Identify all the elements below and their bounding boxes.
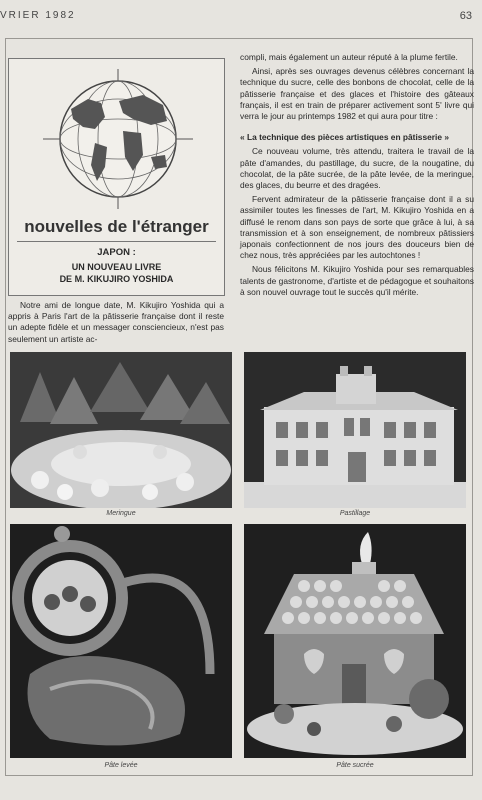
- subheading: « La technique des pièces artistiques en pâtisserie »: [240, 132, 449, 143]
- pate-levee-bread-image: [10, 524, 232, 758]
- paragraph: Nous félicitons M. Kikujiro Yoshida pour ses remarquables talents de gastronome, d'artiste et de pédagogue et souhaitons à son nouvel ouvrage tout le succès qu'il mérite.: [240, 264, 474, 297]
- photo-meringue: [10, 352, 232, 508]
- globe-icon: [43, 69, 193, 209]
- article-column-left: [8, 300, 224, 345]
- article-headline: [9, 261, 224, 285]
- pastillage-building-image: [244, 352, 466, 508]
- headline-line-2: DE M. KIKUJIRO YOSHIDA: [59, 274, 174, 284]
- paragraph: Ce nouveau volume, très attendu, traitera le travail de la pâte d'amandes, du pastillage, du sucre, de la nougatine, du chocolat, de la pâte sucrée, de la pâte levée, de la meringue, des glaces, du beurre et des dragées.: [240, 146, 474, 191]
- photo-caption: Pâte sucrée: [336, 762, 374, 769]
- country-label: JAPON :: [97, 247, 136, 258]
- paragraph: compli, mais également un auteur réputé à la plume fertile.: [240, 52, 458, 62]
- meringue-village-image: [10, 352, 232, 508]
- section-title: nouvelles de l'étranger: [24, 217, 209, 236]
- photo-caption: Meringue: [106, 510, 136, 517]
- photo-caption: Pâte levée: [104, 762, 138, 769]
- divider: [17, 241, 216, 242]
- running-head: VRIER 1982: [0, 10, 76, 21]
- photo-pate-levee: [10, 524, 232, 758]
- photo-caption: Pastillage: [339, 510, 371, 517]
- article-column-right: [240, 52, 474, 298]
- photo-pastillage: [244, 352, 466, 508]
- headline-line-1: UN NOUVEAU LIVRE: [71, 262, 162, 272]
- pate-sucree-house-image: [244, 524, 466, 758]
- paragraph: Ainsi, après ses ouvrages devenus célèbres concernant la technique du sucre, celle des bonbons de chocolat, celle de la pâtisserie française et des glaces et l'histoire des gâteaux français, il est en train de préparer activement sont 5' livre qui verra le jour au printemps 1982 et qui aura pour titre :: [240, 66, 474, 122]
- paragraph: Notre ami de longue date, M. Kikujiro Yoshida qui a appris à Paris l'art de la pâtisserie française dont il reste un adepte fidèle et un messager consciencieux, n'est pas seulement un artiste ac-: [8, 300, 224, 344]
- paragraph: Fervent admirateur de la pâtisserie française dont il a su assimiler toutes les finesses de l'art, M. Kikujiro Yoshida en a diffusé le renom dans son pays de sorte que grâce à lui, à sa transmission et à son enseignement, de nombreux pâtissiers japonais confectionnent de nos jours des douceurs bien de chez nous, très appréciées par les autochtones !: [240, 194, 474, 261]
- page-number: 63: [459, 10, 472, 22]
- photo-pate-sucree: [244, 524, 466, 758]
- section-header-box: [8, 58, 225, 296]
